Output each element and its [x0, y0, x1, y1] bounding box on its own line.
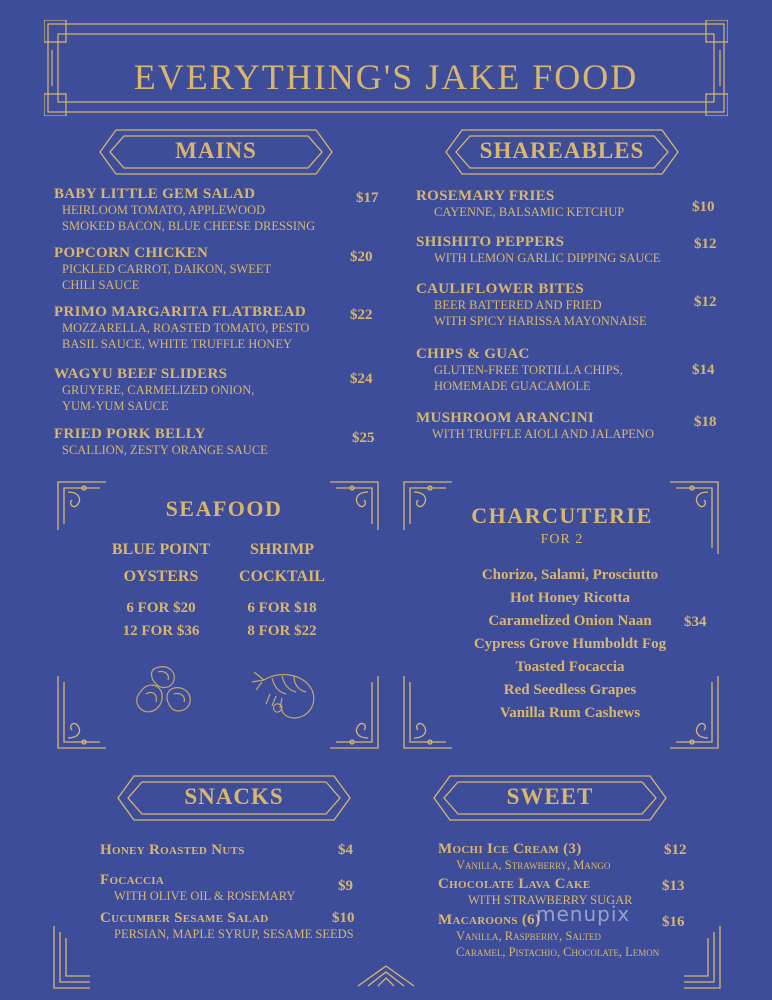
- item-desc: MOZZARELLA, ROASTED TOMATO, PESTO: [62, 321, 310, 335]
- shareables-banner: [442, 124, 682, 180]
- charcuterie-subheading: FOR 2: [540, 532, 584, 547]
- item-price: $18: [694, 414, 717, 430]
- menu-item: [416, 234, 660, 266]
- menu-item: [54, 304, 309, 352]
- corner-ornament-icon: [50, 922, 94, 992]
- item-name: Macaroons (6): [438, 912, 541, 928]
- menu-item: [54, 245, 271, 293]
- charcuterie-item: Hot Honey Ricotta: [510, 590, 630, 606]
- item-name: Cucumber Sesame Salad: [100, 910, 269, 926]
- item-price: $24: [350, 371, 373, 387]
- menu-item: [54, 186, 315, 234]
- item-desc: BEER BATTERED AND FRIED: [434, 298, 602, 312]
- item-price: $13: [662, 878, 685, 894]
- seafood-item-price: 8 FOR $22: [247, 623, 317, 639]
- seafood-item-price: 12 FOR $36: [122, 623, 200, 639]
- item-desc: SMOKED BACON, BLUE CHEESE DRESSING: [62, 219, 316, 233]
- menu-item: [100, 872, 295, 904]
- shareables-heading: SHAREABLES: [479, 138, 645, 163]
- charcuterie-item: Red Seedless Grapes: [503, 682, 637, 698]
- seafood-item-name: SHRIMP: [250, 541, 314, 558]
- item-desc: WITH SPICY HARISSA MAYONNAISE: [434, 314, 647, 328]
- page-title: EVERYTHING'S JAKE FOOD: [133, 57, 639, 97]
- seafood-item-price: 6 FOR $18: [247, 600, 317, 616]
- item-price: $4: [338, 842, 353, 858]
- menu-item: [438, 841, 610, 873]
- item-name: FRIED PORK BELLY: [54, 426, 206, 442]
- charcuterie-item: Vanilla Rum Cashews: [499, 705, 641, 721]
- item-name: BABY LITTLE GEM SALAD: [54, 186, 256, 202]
- oyster-icon: [130, 660, 200, 722]
- item-price: $25: [352, 430, 375, 446]
- corner-ornament-icon: [326, 672, 382, 752]
- item-price: $12: [694, 294, 717, 310]
- item-desc: SCALLION, ZESTY ORANGE SAUCE: [62, 443, 268, 457]
- snacks-banner: [114, 770, 354, 826]
- item-name: Focaccia: [100, 872, 165, 888]
- item-desc: Vanilla, Strawberry, Mango: [456, 858, 611, 872]
- menu-item: [54, 426, 268, 458]
- charcuterie-item: Toasted Focaccia: [515, 659, 625, 675]
- corner-ornament-icon: [54, 672, 110, 752]
- title-frame: [44, 20, 728, 116]
- charcuterie-item: Chorizo, Salami, Prosciutto: [481, 567, 659, 583]
- charcuterie-heading: CHARCUTERIE: [471, 503, 653, 528]
- seafood-item-name: OYSTERS: [123, 568, 199, 585]
- item-desc: Vanilla, Raspberry, Salted: [456, 929, 601, 943]
- seafood-item-name: BLUE POINT: [111, 541, 211, 558]
- menu-item: [416, 346, 623, 394]
- item-price: $20: [350, 249, 373, 265]
- item-name: MUSHROOM ARANCINI: [416, 410, 595, 426]
- mains-heading: MAINS: [175, 138, 257, 163]
- item-price: $12: [694, 236, 717, 252]
- item-name: WAGYU BEEF SLIDERS: [54, 366, 228, 382]
- item-desc: WITH OLIVE OIL & ROSEMARY: [114, 889, 296, 903]
- menu-item: [54, 366, 254, 414]
- item-desc: PICKLED CARROT, DAIKON, SWEET: [62, 262, 272, 276]
- seafood-heading: SEAFOOD: [165, 496, 283, 521]
- sweet-heading: SWEET: [506, 784, 594, 809]
- item-desc: GLUTEN-FREE TORTILLA CHIPS,: [434, 363, 623, 377]
- item-name: SHISHITO PEPPERS: [416, 234, 565, 250]
- item-name: CAULIFLOWER BITES: [416, 281, 585, 297]
- item-desc: HOMEMADE GUACAMOLE: [434, 379, 591, 393]
- menu-item: [100, 842, 245, 858]
- snacks-heading: SNACKS: [184, 784, 284, 809]
- item-price: $10: [332, 910, 355, 926]
- item-name: Mochi Ice Cream (3): [438, 841, 582, 857]
- divider-ornament-icon: [354, 960, 418, 990]
- item-price: $22: [350, 307, 373, 323]
- item-desc: CAYENNE, BALSAMIC KETCHUP: [434, 205, 625, 219]
- item-name: PRIMO MARGARITA FLATBREAD: [54, 304, 306, 320]
- item-name: Chocolate Lava Cake: [438, 876, 591, 892]
- corner-ornament-icon: [680, 922, 724, 992]
- item-desc: WITH TRUFFLE AIOLI AND JALAPENO: [432, 427, 654, 441]
- item-name: CHIPS & GUAC: [416, 346, 530, 362]
- mains-banner: [96, 124, 336, 180]
- menu-item: [100, 910, 354, 942]
- item-desc: WITH STRAWBERRY SUGAR: [468, 893, 633, 907]
- item-desc: CHILI SAUCE: [62, 278, 140, 292]
- item-price: $10: [692, 199, 715, 215]
- item-name: Honey Roasted Nuts: [100, 842, 245, 858]
- item-price: $9: [338, 878, 353, 894]
- item-desc: PERSIAN, MAPLE SYRUP, SESAME SEEDS: [114, 927, 354, 941]
- sweet-banner: [430, 770, 670, 826]
- watermark: menupix: [536, 902, 631, 926]
- item-name: POPCORN CHICKEN: [54, 245, 209, 261]
- item-desc: BASIL SAUCE, WHITE TRUFFLE HONEY: [62, 337, 292, 351]
- charcuterie-price: $34: [684, 614, 707, 630]
- charcuterie-item: Cypress Grove Humboldt Fog: [473, 636, 667, 652]
- item-desc: WITH LEMON GARLIC DIPPING SAUCE: [434, 251, 661, 265]
- item-desc: YUM-YUM SAUCE: [62, 399, 169, 413]
- seafood-item-price: 6 FOR $20: [126, 600, 196, 616]
- item-price: $12: [664, 842, 687, 858]
- menu-item: [416, 188, 624, 220]
- item-price: $16: [662, 914, 685, 930]
- item-desc: Caramel, Pistachio, Chocolate, Lemon: [456, 945, 660, 959]
- menu-item: [416, 410, 654, 442]
- menu-item: [416, 281, 647, 329]
- item-price: $17: [356, 190, 379, 206]
- seafood-item-name: COCKTAIL: [239, 568, 325, 585]
- shrimp-icon: [250, 664, 324, 724]
- charcuterie-item: Caramelized Onion Naan: [488, 613, 652, 629]
- item-price: $14: [692, 362, 715, 378]
- item-desc: HEIRLOOM TOMATO, APPLEWOOD: [62, 203, 266, 217]
- item-name: ROSEMARY FRIES: [416, 188, 555, 204]
- item-desc: GRUYERE, CARMELIZED ONION,: [62, 383, 255, 397]
